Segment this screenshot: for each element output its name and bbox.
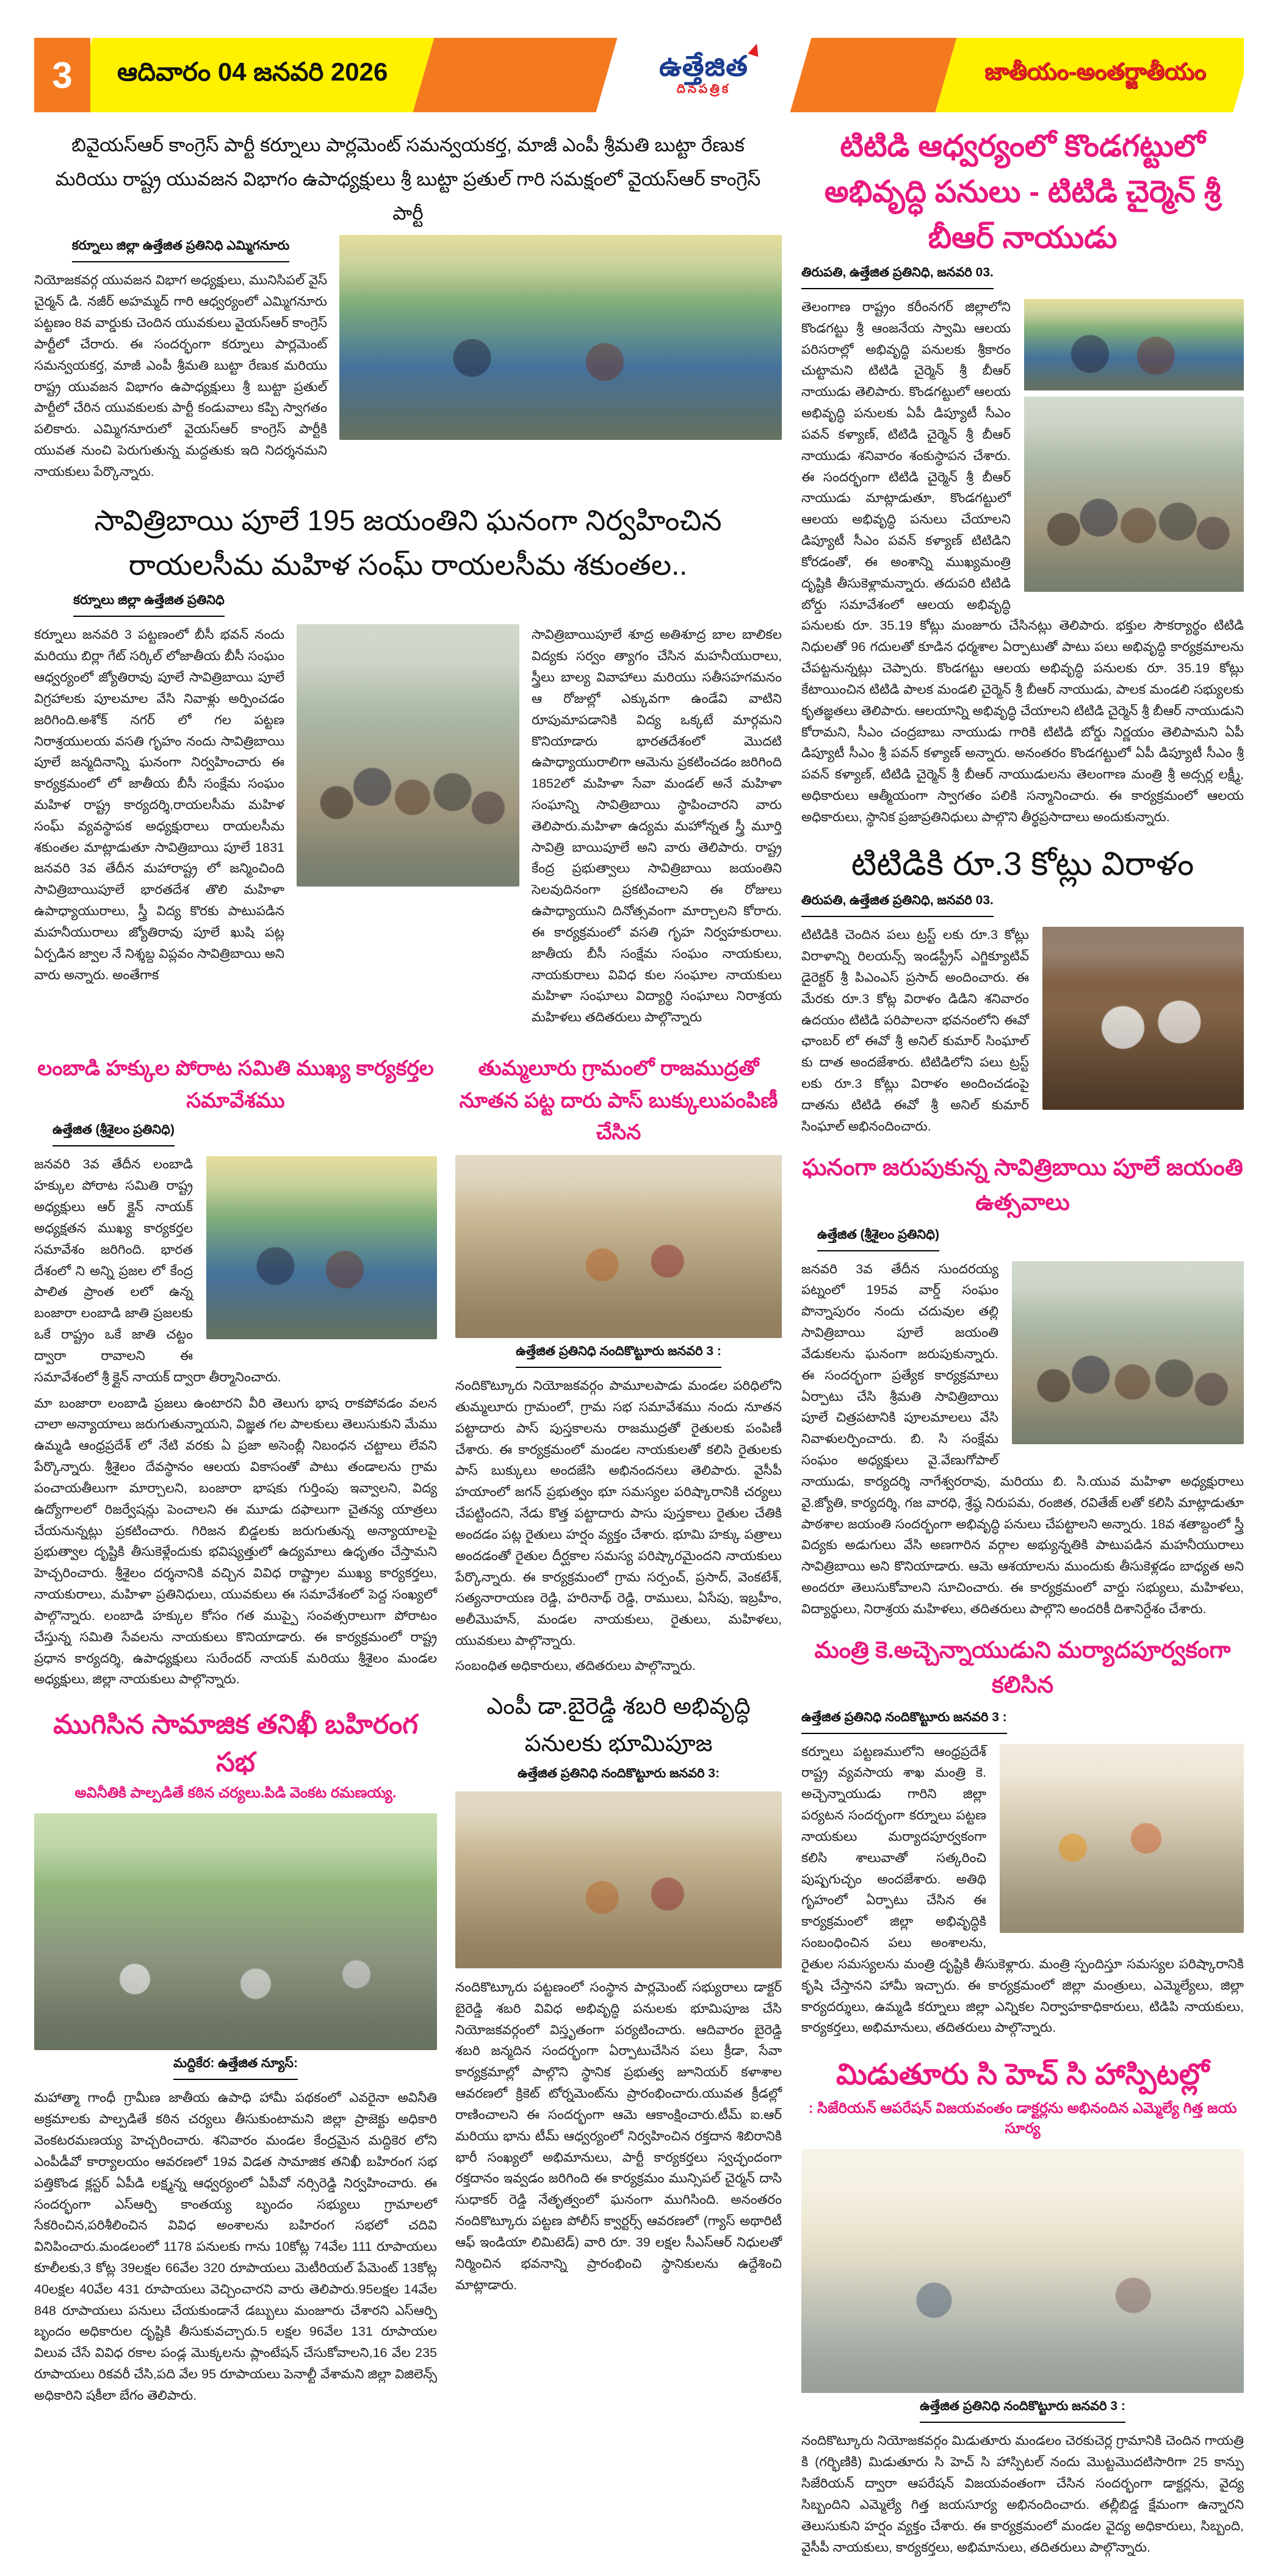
logo-block	[607, 38, 801, 112]
ysr-group-photo	[339, 235, 782, 440]
mp-sabari-dateline: ఉత్తేజిత ప్రతినిధి నందికొట్టూరు జనవరి 3:	[518, 1766, 720, 1780]
savitri-body-left: కర్నూలు జనవరి 3 పట్టణంలో బీసీ భవన్ నందు మరియు బిర్లా గేట్ సర్కిల్ లోజాతీయ బీసీ సంఘం ఆధ్వర్యంలో జ్యోతిరావు పూలే సావిత్రిబాయి పూలే విగ్రహాలకు పూలమాల వేసి నివాళ్లు అర్పించడం జరిగింది.అశోక్ నగర్ లో గల పట్టణ నిరాశ్రయులయ వసతి గృహం నందు సావిత్రిబాయి పూలే జన్మదినాన్ని ఘనంగా నిర్వహించారు ఈ కార్యక్రమంలో లో జాతీయ బీసీ సంక్షేమ సంఘం మహిళ రాష్ట్ర కార్యదర్శి,రాయలసీమ మహిళ సంఘ్ వ్యవస్థాపక అధ్యక్షురాలు రాయలసీమ శకుంతల మాట్లాడుతూ సావిత్రిబాయి పూలే 1831 జనవరి 3వ తేదీన మహారాష్ట్ర లో జన్మించింది సావిత్రిబాయిపూలే భారతదేశ తొలి మహిళా ఉపాధ్యాయురాలు, స్త్రీ విద్య కొరకు పాటుపడిన మహనీయురాలు జ్యోతిరావు పూలే ఖుషి పట్ల ఏర్పడిన జ్వాల నే నిశ్శబ్ద విప్లవం సావిత్రిబాయి అని వారు అన్నారు. అంతేగాక	[34, 627, 284, 982]
masthead	[34, 38, 1244, 112]
flame-icon	[748, 41, 762, 57]
mp-sabari-bhoomi-puja-photo	[455, 1791, 782, 1968]
savitri2-celebration-photo	[1012, 1261, 1244, 1444]
hospital-caption: ఉత్తేజిత ప్రతినిధి నందికొట్టూరు జనవరి 3 :	[801, 2399, 1244, 2423]
savitri-article	[34, 624, 782, 1028]
savitri2-dateline: ఉత్తేజిత (శ్రీశైలం ప్రతినిధి)	[817, 1228, 1244, 1251]
savitri2-body: జనవరి 3వ తేదీన సుందరయ్య పట్నంలో 195వ వార్డ్ సంఘం పొన్నాపురం నందు చదువుల తల్లి సావిత్రిబాయి పూలే జయంతి వేడుకలను ఘనంగా జరుపుకున్నారు. ఈ సందర్భంగా ప్రత్యేక కార్యక్రమాలు ఏర్పాటు చేసి శ్రీమతి సావిత్రిబాయి పూలే చిత్రపటానికి పూలమాలలు వేసి నివాళులర్పించారు. బి. సి సంక్షేమ సంఘం అధ్యక్షులు వై.వేణుగోపాల్ నాయుడు, కార్యదర్శి నాగేశ్వరరావు, మరియు బి. సి.యువ మహిళా అధ్యక్షురాలు వై.జ్యోతి, కార్యదర్శి, గజ వారధి, శ్రేష్ఠ నిరుపమ, రంజిత, రవితేజ్ లతో కలిసి మాట్లాడుతూ పాఠశాల జయంతి సందర్భంగా అభివృద్ధి పనులు చేపట్టాలని అన్నారు. 18వ శతాబ్దంలో స్త్రీ విద్యకు అడుగులు వేసి అణగారిన వర్గాల అభ్యున్నతికి పాటుపడిన మహనీయురాలు సావిత్రిబాయి అని కొనియాడారు. ఆమె ఆశయాలను ముందుకు తీసుకెళ్లడం బాధ్యత అని అందరూ తెలుసుకోవాలని సూచించారు. ఈ కార్యక్రమంలో వార్డు సభ్యులు, మహిళలు, విద్యార్థులు, నిరాశ్రయ మహిళలు, తదితరులు పాల్గొని అందరికీ దిశానిర్దేశం చేశారు.	[801, 1261, 1244, 1616]
ysr-article	[34, 235, 782, 482]
thummaluru-tail: సంబంధిత అధికారులు, తదితరులు పాల్గొన్నారు.	[455, 1658, 696, 1673]
left-column	[34, 112, 782, 2558]
social-audit-meeting-photo	[34, 1813, 437, 2050]
orange-divider	[413, 38, 618, 112]
minister-headline: మంత్రి కె.అచ్చెన్నాయుడుని మర్యాదపూర్వకంగా కలిసిన	[814, 1637, 1231, 1698]
ysr-article-headline: బివైయస్ఆర్ కాంగ్రెస్ పార్టీ కర్నూలు పార్లమెంట్ సమన్వయకర్త, మాజీ ఎంపీ శ్రీమతి బుట్టా రేణుక మరియు రాష్ట్ర యువజన విభాగం ఉపాధ్యక్షులు శ్రీ బుట్టా ప్రతుల్ గారి సమక్షంలో వైయస్ఆర్ కాంగ్రెస్ పార్టీ	[55, 134, 761, 224]
lambadi-meeting-photo	[206, 1156, 437, 1339]
right-column	[801, 112, 1244, 2558]
lambadi-body-intro: జనవరి 3వ తేదీన లంబాడి హక్కుల పోరాట సమితి రాష్ట్ర అధ్యక్షులు ఆర్ క్లైన్ నాయక్ అధ్యక్షతన ముఖ్య కార్యకర్తల సమావేశం జరిగింది. భారత దేశంలో ని అన్ని ప్రజల లో కేంద్ర పాలిత ప్రాంత లలో ఉన్న బంజారా లంబాడి జాతి ప్రజలకు ఒకే రాష్ట్రం ఒకే జాతి చట్టం ద్వారా రావాలని ఈ సమావేశంలో శ్రీ క్లైన్ నాయక్ ద్వారా తీర్మానించారు.	[34, 1157, 281, 1384]
edition-date: ఆదివారం 04 జనవరి 2026	[117, 57, 388, 86]
lower-left-subcolumn	[34, 1044, 437, 2406]
lambadi-body: మా బంజారా లంబాడి ప్రజలు ఉంటారని వీరి తెలుగు భాష రాకపోవడం వలన చాలా అన్యాయాలు జరుగుతున్నాయని, విజ్ఞత గల పాలకులు తెలుసుకుని మేము ఉమ్మడి ఆంధ్రప్రదేశ్ లో నేటి వరకు ఏ ప్రజా అసెంబ్లీ నిబంధన చట్టాలు లేవని పేర్కొన్నారు. శ్రీశైలం దేవస్థానం ఆలయ వికాసంతో పాటు తండాలను గ్రామ పంచాయతీలుగా మార్చాలని, బంజారా భాషకు గుర్తింపు ఇవ్వాలని, విద్య ఉద్యోగాలలో రిజర్వేషన్లు పెంచాలని ఈ మూడు దఫాలుగా చైతన్య యాత్రలు చేయనున్నట్లు ప్రకటించారు. గిరిజన బిడ్డలకు జరుగుతున్న అన్యాయాలపై ప్రభుత్వాల దృష్టికి తీసుకెళ్లేందుకు భవిష్యత్తులో ఉద్యమాలు ఉధృతం చేస్తామని హెచ్చరించారు. శ్రీశైలం దర్శనానికి వచ్చిన వివిధ రాష్ట్రాల ముఖ్య కార్యకర్తలు, నాయకురాలు, మహిళా ప్రతినిధులు, యువకులు ఈ సమావేశంలో పెద్ద సంఖ్యలో పాల్గొన్నారు. లంబాడి హక్కుల కోసం గత ముప్పై సంవత్సరాలుగా పోరాటం చేస్తున్న సమితి సేవలను నాయకులు కొనియాడారు. ఈ కార్యక్రమంలో రాష్ట్ర ప్రధాన కార్యదర్శి, ఉపాధ్యక్షులు సురేందర్ నాయక్ మరియు శ్రీశైలం మండల అధ్యక్షులు, జిల్లా నాయకులు పాల్గొన్నారు.	[34, 1395, 437, 1687]
ttd-kondagattu-dateline: తిరుపతి, ఉత్తేజిత ప్రతినిధి, జనవరి 03.	[801, 265, 1244, 289]
hospital-headline: మిడుతూరు సి హెచ్ సి హాస్పిటల్లో	[836, 2059, 1210, 2092]
ttd-donation-cheque-photo	[1042, 927, 1244, 1110]
ttd-donation-dateline: తిరుపతి, ఉత్తేజిత ప్రతినిధి, జనవరి 03.	[801, 893, 1244, 917]
social-audit-body: మహాత్మా గాంధీ గ్రామీణ జాతీయ ఉపాధి హామీ పథకంలో ఎవరైనా అవినీతి అక్రమాలకు పాల్పడితే కఠిన చర్యలు తీసుకుంటామని జిల్లా ప్రాజెక్టు అధికారి వెంకటరమణయ్య హెచ్చరించారు. శనివారం మండల కేంద్రమైన మద్దికెర లోని ఎంపీడీవో కార్యాలయం ఆవరణలో 19వ విడత సామాజిక తనిఖీ బహిరంగ సభ పత్తికొండ క్లస్టర్ ఏపీడి లక్ష్మన్న ఆధ్వర్యంలో ఏపీవో నర్సిరెడ్డి నిర్వహించారు. ఈ సందర్భంగా ఎస్ఆర్పి కాంతయ్య బృందం సభ్యులు గ్రామాలలో సేకరించిన,పరిశీలించిన వివిధ అంశాలను బహిరంగ సభలో చదివి వినిపించారు.మండలంలో 1178 పనులకు గాను 10కోట్ల 74వేల 111 రూపాయలు కూలీలకు,3 కోట్ల 39లక్షల 66వేల 320 రూపాయలు మెటీరియల్ పేమెంట్ 13కోట్ల 40లక్షల 40వేల 431 రూపాయలు వెచ్చించారని వారు తెలిపారు.95లక్షల 14వేల 848 రూపాయలు పనులు చేయకుండానే డబ్బులు మంజూరు చేశారని ఎస్ఆర్పి బృందం అధికారుల దృష్టికి తీసుకువచ్చారు.5 లక్షల 96వేల 131 రూపాయల విలువ చేసే వివిధ రకాల పండ్ల మొక్కలను ప్లాంటేషన్ చేసుకోవాలని,16 వేల 235 రూపాయలు రికవరీ చేసి,పది వేల 95 రూపాయలు పెనాల్టీ వేశామని జిల్లా విజిలెన్స్ అధికారిని షకీలా బేగం తెలిపారు.	[34, 2090, 437, 2403]
ttd-donation-body: టిటిడికి చెందిన పలు ట్రస్ట్ లకు రూ.3 కోట్లు విరాళాన్ని రిలయన్స్ ఇండస్ట్రీస్ ఎగ్జిక్యూటివ్ డైరెక్టర్ శ్రీ పిఎంఎస్ ప్రసాద్ అందించారు. ఈ మేరకు రూ.3 కోట్ల విరాళం డిడిని శనివారం ఉదయం టిటిడి పరిపాలనా భవనంలోని ఈవో ఛాంబర్ లో ఈవో శ్రీ అనిల్ కుమార్ సింఘాల్ కు దాత అందజేశారు. టిటిడిలోని పలు ట్రస్ట్ లకు రూ.3 కోట్లు విరాళం అందించడంపై దాతను టిటిడి ఈవో శ్రీ అనిల్ కుమార్ సింఘాల్ అభినందించారు.	[801, 927, 1029, 1134]
ttd-banner-photo	[1024, 299, 1244, 390]
lambadi-article	[34, 1154, 437, 1387]
orange-divider-2	[790, 38, 957, 112]
newspaper-logo-subtitle: దినపత్రిక	[676, 82, 731, 96]
minister-body: కర్నూలు పట్టణములోని ఆంధ్రప్రదేశ్ రాష్ట్ర వ్యవసాయ శాఖ మంత్రి కె. అచ్చెన్నాయుడు గారిని జిల్లా పర్యటన సందర్భంగా కర్నూలు పట్టణ నాయకులు మర్యాదపూర్వకంగా కలిసి శాలువాతో సత్కరించి పుష్పగుచ్ఛం అందజేశారు. అతిథి గృహంలో ఏర్పాటు చేసిన ఈ కార్యక్రమంలో జిల్లా అభివృద్ధికి సంబంధించిన పలు అంశాలను, రైతుల సమస్యలను మంత్రి దృష్టికి తీసుకెళ్లారు. మంత్రి స్పందిస్తూ సమస్యల పరిష్కారానికి కృషి చేస్తానని హామీ ఇచ్చారు. ఈ కార్యక్రమంలో జిల్లా మంత్రులు, ఎమ్మెల్యేలు, జిల్లా కార్యదర్శులు, ఉమ్మడి కర్నూలు జిల్లా ఎన్నికల నిర్వాహకాధికారులు, టిడిపి నాయకులు, కార్యకర్తలు, అభిమానులు, తదితరులు పాల్గొన్నారు.	[801, 1744, 1244, 2035]
page-number: 3	[34, 38, 90, 112]
ttd-kondagattu-body: తెలంగాణ రాష్ట్రం కరీంనగర్ జిల్లాలోని కొండగట్టు శ్రీ ఆంజనేయ స్వామి ఆలయ పరిసరాల్లో అభివృద్ధి పనులకు శ్రీకారం చుట్టామని టిటిడి చైర్మెన్ శ్రీ బీఆర్ నాయుడు తెలిపారు. కొండగట్టులో ఆలయ అభివృద్ధి పనులకు ఏపీ డిప్యూటీ సీఎం పవన్ కళ్యాణ్, టిటిడి చైర్మెన్ శ్రీ బీఆర్ నాయుడు శనివారం శంకుస్థాపన చేశారు. ఈ సందర్భంగా టిటిడి చైర్మెన్ శ్రీ బీఆర్ నాయుడు మాట్లాడుతూ, కొండగట్టులో ఆలయ అభివృద్ధి పనులు చేయాలని డిప్యూటీ సీఎం పవన్ కళ్యాణ్ టిటిడిని కోరడంతో, ఈ అంశాన్ని ముఖ్యమంత్రి దృష్టికి తీసుకెళ్లామన్నారు. తదుపరి టిటిడి బోర్డు సమావేశంలో ఆలయ అభివృద్ధి పనులకు రూ. 35.19 కోట్లు మంజూరు చేసినట్లు తెలిపారు. భక్తుల సౌకర్యార్థం టిటిడి నిధులతో 96 గదులతో కూడిన ధర్మశాల ఏర్పాటుతో పాటు పలు అభివృద్ధి కార్యక్రమాలను చేపట్టనున్నట్లు చెప్పారు. కొండగట్టు ఆలయ అభివృద్ధి పనులకు రూ. 35.19 కోట్లు కేటాయించిన టిటిడి పాలక మండలి చైర్మెన్ శ్రీ బీఆర్ నాయుడు, పాలక మండలి సభ్యులకు కృతజ్ఞతలు తెలిపారు. ఆలయాన్ని అభివృద్ధి చేయాలని టిటిడి చైర్మెన్ శ్రీ బీఆర్ నాయుడుని కోరామని, సీఎం చంద్రబాబు నాయుడు గారికి టిటిడి బోర్డు నిర్ణయం తెలిపామని ఏపీ డిప్యూటీ సీఎం శ్రీ పవన్ కళ్యాణ్ అన్నారు. అనంతరం కొండగట్టులో ఏపీ డిప్యూటీ సీఎం శ్రీ పవన్ కళ్యాణ్, టిటిడి చైర్మెన్ శ్రీ బీఆర్ నాయుడులను తెలంగాణ మంత్రి శ్రీ అద్సర్ల లక్ష్మీ, అధికారులు ఆత్మీయంగా స్వాగతం పలికి సన్మానించారు. ఈ కార్యక్రమంలో ఆలయ అధికారులు, స్థానిక ప్రజాప్రతినిధులు పాల్గొని తీర్థప్రసాదాలు అందుకున్నారు.	[801, 300, 1244, 824]
lambadi-headline: లంబాడి హక్కుల పోరాట సమితి ముఖ్య కార్యకర్తల సమావేశము	[37, 1057, 434, 1112]
ysr-body: నియోజకవర్గ యువజన విభాగ అధ్యక్షులు, మునిసిపల్ వైస్ చైర్మన్ డి. నజీర్ అహమ్మద్ గారి ఆధ్వర్యంలో ఎమ్మిగనూరు పట్టణం 8వ వార్డుకు చెందిన యువకులు వైయస్ఆర్ కాంగ్రెస్ పార్టీలో చేరారు. ఈ సందర్భంగా కర్నూలు పార్లమెంట్ సమన్వయకర్త, మాజీ ఎంపీ శ్రీమతి బుట్టా రేణుక మరియు రాష్ట్ర యువజన విభాగం ఉపాధ్యక్షులు శ్రీ బుట్టా ప్రతుల్ పార్టీలో చేరిన యువకులకు పార్టీ కండువాలు కప్పి స్వాగతం పలికారు. ఎమ్మిగనూరులో వైయస్ఆర్ కాంగ్రెస్ పార్టీకి యువత నుంచి పెరుగుతున్న మద్దతుకు ఇది నిదర్శనమని నాయకులు పేర్కొన్నారు.	[34, 273, 327, 479]
thummaluru-headline: తుమ్మలూరు గ్రామంలో రాజముద్రతో నూతన పట్ట దారు పాస్ బుక్కులుపంపిణీ చేసిన	[459, 1057, 778, 1145]
lambadi-dateline: ఉత్తేజిత (శ్రీశైలం ప్రతినిధి)	[52, 1123, 437, 1146]
page-content	[34, 112, 1244, 2558]
date-strip	[90, 38, 434, 112]
ysr-dateline: కర్నూలు జిల్లా ఉత్తేజిత ప్రతినిధి ఎమ్మిగనూరు	[34, 239, 327, 262]
thummaluru-body: నందికొట్కూరు నియోజకవర్గం పామూలపాడు మండల పరిధిలోని తుమ్మలూరు గ్రామంలో, గ్రామ సభ సమావేశము నందు నూతన పట్టాదారు పాస్ పుస్తకాలను రాజముద్రతో రైతులకు పంపిణీ చేశారు. ఈ కార్యక్రమంలో మండల నాయకులతో కలిసి రైతులకు పాస్ బుక్కులు అందజేసి అభినందనలు తెలిపారు. వైసీపీ హయాంలో జగన్ ప్రభుత్వం భూ సమస్యల పరిష్కారానికి చర్యలు చేపట్టిందని, నేడు కొత్త పట్టాదారు పాసు పుస్తకాలు రైతుల చేతికి అందడం పట్ల రైతులు హర్షం వ్యక్తం చేశారు. భూమి హక్కు పత్రాలు అందడంతో రైతుల దీర్ఘకాల సమస్య పరిష్కారమైందని నాయకులు పేర్కొన్నారు. ఈ కార్యక్రమంలో గ్రామ సర్పంచ్, ప్రసాద్, వెంకటేశ్, సత్యనారాయణ రెడ్డి, హరినాథ్ రెడ్డి, రాములు, ఏసేపు, ఇబ్రహీం, అలీమొహన్, మండల నాయకులు, రైతులు, మహిళలు, యువకులు పాల్గొన్నారు.	[455, 1378, 782, 1649]
savitri2-article	[801, 1259, 1244, 1620]
social-audit-caption: మద్దికేర: ఉత్తేజిత న్యూస్:	[34, 2056, 437, 2080]
mp-sabari-body: నందికొట్కూరు పట్టణంలో సంస్థాన పార్లమెంట్ సభ్యురాలు డాక్టర్ బైరెడ్డి శబరి వివిధ అభివృద్ధి పనులకు భూమిపూజ చేసి నియోజకవర్గంలో విస్తృతంగా పర్యటించారు. ఆదివారం బైరెడ్డి శబరి జన్మదిన సందర్భంగా ఏర్పాటుచేసిన పలు క్రీడా, సేవా కార్యక్రమాల్లో పాల్గొని స్థానిక ప్రభుత్వ జూనియర్ కళాశాల ఆవరణలో క్రికెట్ టోర్నమెంట్‌ను ప్రారంభించారు.యువత క్రీడల్లో రాణించాలని ఈ సందర్భంగా ఆమె ఆకాంక్షించారు.టీమ్ ఐ.ఆర్ మరియు భాను టీమ్ ఆధ్వర్యంలో నిర్వహించిన రక్తదాన శిబిరానికి భారీ సంఖ్యలో అభిమానులు, పార్టీ కార్యకర్తలు స్వచ్ఛందంగా రక్తదానం ఇవ్వడం జరిగింది ఈ కార్యక్రమం మున్సిపల్ చైర్మన్ దాసి సుధాకర్ రెడ్డి నేతృత్వంలో ఘనంగా ముగిసింది. అనంతరం నందికొట్కూరు పట్టణ పోలీస్ క్వార్టర్స్ ఆవరణలో (గ్యాస్ అథారిటీ ఆఫ్ ఇండియా లిమిటెడ్) వారి రూ. 39 లక్షల సీఎస్ఆర్ నిధులతో నిర్మించిన భవనాన్ని ప్రారంభించి స్థానికులను ఉద్దేశించి మాట్లాడారు.	[455, 1979, 782, 2292]
lower-right-subcolumn	[455, 1044, 782, 2406]
mp-sabari-headline: ఎంపీ డా.బైరెడ్డి శబరి అభివృద్ధి పనులకు భూమిపూజ	[486, 1694, 751, 1757]
ttd-kondagattu-photos	[1024, 299, 1244, 592]
hospital-subhead: : సిజేరియన్ ఆపరేషన్ విజయవంతం డాక్టర్లను అభినందిన ఎమ్మెల్యే గిత్త జయ సూర్య	[808, 2100, 1237, 2137]
section-label: జాతీయం-అంతర్జాతీయం	[984, 59, 1206, 85]
minister-article	[801, 1741, 1244, 2039]
savitri-body-right: సావిత్రిబాయిపూలే శూద్ర అతిశూద్ర బాల బాలికల విద్యకు సర్వం త్యాగం చేసిన మహనీయురాలు, స్త్రీలు బాల్య వివాహాలు మరియు సతీసహగమనం ఆ రోజుల్లో ఎక్కువగా ఉండేవి వాటిని రూపుమాపడానికి విద్య ఒక్కటే మార్గమని కొనియాడారు భారతదేశంలో మొదటి ఉపాధ్యాయురాలిగా ఆమెను ప్రకటించడం జరిగింది 1852లో మహిళా సేవా మండల్ అనే మహిళా సంఘాన్ని సావిత్రిబాయి స్థాపించారని వారు తెలిపారు.మహిళా ఉద్యమ మహోన్నత స్త్రీ మూర్తి సావిత్రి బాయిపూలే అని వారు తెలిపారు. రాష్ట్ర కేంద్ర ప్రభుత్వాలు సావిత్రిబాయి జయంతిని సెలవుదినంగా ప్రకటించాలని ఈ రోజులు ఉపాధ్యాయుని దినోత్సవంగా మార్చాలని కోరారు. ఈ కార్యక్రమంలో వసతి గృహ నిర్వహకురాలు. జాతీయ బీసీ సంక్షేమ సంఘం నాయకులు, నాయకురాలు వివిధ కుల సంఘాల నాయకులు మహిళా సంఘాలు విద్యార్థి సంఘాలు నిరాశ్రయ మహిళలు తదితరులు పాల్గొన్నారు	[532, 627, 782, 1025]
hospital-ward-photo	[801, 2149, 1244, 2393]
top-margin	[34, 0, 1244, 38]
newspaper-logo: ఉత్తేజిత	[659, 52, 748, 80]
thummaluru-passbook-photo	[455, 1155, 782, 1338]
ttd-donation-headline: టిటిడికి రూ.3 కోట్లు విరాళం	[851, 845, 1194, 882]
minister-meeting-photo	[1000, 1744, 1244, 1933]
savitri-headline: సావిత్రిబాయి పూలే 195 జయంతిని ఘనంగా నిర్వహించిన రాయలసీమ మహిళ సంఘ్ రాయలసీమ శకుంతల..	[94, 503, 722, 581]
savitri-dateline: కర్నూలు జిల్లా ఉత్తేజిత ప్రతినిధి	[73, 593, 782, 617]
section-strip	[936, 38, 1244, 112]
masthead-band	[90, 38, 1244, 112]
ttd-donation-article	[801, 924, 1244, 1137]
ttd-ceremony-photo	[1024, 397, 1244, 592]
hospital-body: నందికొట్కూరు నియోజకవర్గం మిడుతూరు మండలం చెరకుచెర్ల గ్రామానికి చెందిన గాయత్రి కి (గర్భిణికి) మిడుతూరు సి హెచ్ సి హాస్పిటల్ నందు మొట్టమొదటిసారిగా 25 కాన్పు సిజేరియన్ ద్వారా ఆపరేషన్ విజయవంతంగా చేసిన సందర్భంగా డాక్టర్లను, వైద్య సిబ్బందిని ఎమ్మెల్యే గిత్త జయసూర్య అభినందించారు. తల్లీబిడ్డ క్షేమంగా ఉన్నారని తెలుసుకుని హర్షం వ్యక్తం చేశారు. ఈ కార్యక్రమంలో మండల వైద్య అధికారులు, సిబ్బంది, వైసీపీ నాయకులు, కార్యకర్తలు, అభిమానులు, తదితరులు పాల్గొన్నారు.	[801, 2433, 1244, 2555]
minister-dateline: ఉత్తేజిత ప్రతినిధి నందికొట్టూరు జనవరి 3 :	[801, 1710, 1244, 1734]
savitri-event-photo	[297, 624, 519, 887]
ttd-kondagattu-headline: టిటిడి ఆధ్వర్యంలో కొండగట్టులో అభివృద్ధి పనులు - టిటిడి చైర్మెన్ శ్రీ బీఆర్ నాయుడు	[824, 129, 1221, 254]
social-audit-headline: ముగిసిన సామాజిక తనిఖీ బహిరంగ సభ	[53, 1710, 418, 1777]
social-audit-subhead: అవినీతికి పాల్పడితే కఠిన చర్యలు.పిడి వెంకట రమణయ్య.	[74, 1785, 397, 1802]
ttd-kondagattu-article	[801, 297, 1244, 828]
savitri2-headline: ఘనంగా జరుపుకున్న సావిత్రిబాయి పూలే జయంతి ఉత్సవాలు	[802, 1154, 1243, 1215]
thummaluru-caption: ఉత్తేజిత ప్రతినిధి నందికొట్టూరు జనవరి 3 :	[455, 1344, 782, 1368]
lower-subcolumns	[34, 1044, 782, 2406]
